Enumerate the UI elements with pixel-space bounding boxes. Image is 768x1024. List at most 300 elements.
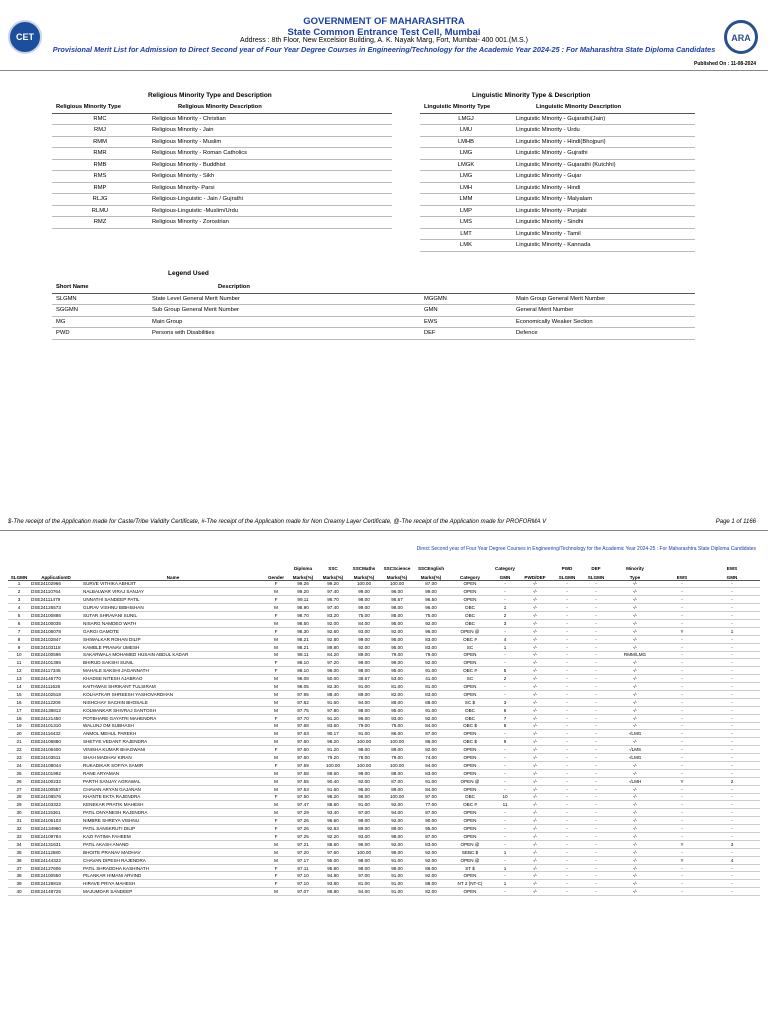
merit-cell: DSE24108880 xyxy=(30,738,82,746)
merit-subtitle: Direct Second year of Four Year Degree Courses in Engineering/Technology for the Academic Year 2024-25 : For Maharashtra State Diploma Candidates xyxy=(416,546,756,552)
merit-cell: 88.00 xyxy=(380,698,414,706)
merit-cell: - xyxy=(582,880,610,888)
merit-cell: - xyxy=(660,801,704,809)
merit-cell: SHIWALKAR ROHAN DILIP xyxy=(82,635,264,643)
merit-cell: - xyxy=(704,635,760,643)
merit-cell: PATIL AKASH ANAND xyxy=(82,840,264,848)
merit-row xyxy=(8,785,760,793)
merit-cell: -/- xyxy=(518,817,552,825)
merit-cell: DSE24148725 xyxy=(30,888,82,896)
merit-cell: 97.26 xyxy=(288,817,318,825)
merit-cell: - xyxy=(660,619,704,627)
merit-cell: M xyxy=(264,754,288,762)
merit-cell: OBC xyxy=(448,604,492,612)
merit-row xyxy=(8,651,760,659)
merit-row xyxy=(8,706,760,714)
merit-cell: OBC $ xyxy=(448,722,492,730)
merit-cell: - xyxy=(704,580,760,588)
merit-cell: - xyxy=(582,643,610,651)
merit-cell: -/- xyxy=(518,888,552,896)
merit-cell: - xyxy=(552,801,582,809)
merit-cell: - xyxy=(552,809,582,817)
merit-cell: 81.00 xyxy=(348,880,380,888)
merit-cell: - xyxy=(492,809,518,817)
merit-cell: - xyxy=(492,627,518,635)
merit-cell: 5 xyxy=(8,612,30,620)
merit-cell: OPEN xyxy=(448,825,492,833)
merit-cell: -/- xyxy=(518,706,552,714)
type-code: LMHB xyxy=(420,136,512,148)
merit-cell: 87.00 xyxy=(414,580,448,588)
merit-cell: - xyxy=(582,833,610,841)
footer-divider xyxy=(0,530,768,531)
merit-cell: - xyxy=(552,604,582,612)
merit-cell: 1 xyxy=(492,848,518,856)
merit-cell: - xyxy=(660,880,704,888)
merit-cell: GURAV VISHNU BIBHISHAN xyxy=(82,604,264,612)
merit-cell: 92.00 xyxy=(318,619,348,627)
merit-cell: - xyxy=(660,864,704,872)
merit-cell: NALBALWAR VIRAJ SANJAY xyxy=(82,588,264,596)
merit-row xyxy=(8,809,760,817)
type-code: RLMU xyxy=(52,205,148,217)
merit-cell: 99.00 xyxy=(348,769,380,777)
merit-row xyxy=(8,659,760,667)
legend-short-name: DEF xyxy=(420,328,512,340)
merit-row xyxy=(8,643,760,651)
merit-cell: - xyxy=(582,627,610,635)
merit-cell: -/- xyxy=(610,785,660,793)
merit-cell: 90.17 xyxy=(318,730,348,738)
merit-cell: -/- xyxy=(610,596,660,604)
merit-column-header: GMN xyxy=(704,571,760,580)
merit-cell: 94.00 xyxy=(348,888,380,896)
merit-cell: 97.47 xyxy=(288,801,318,809)
merit-column-header: GMN xyxy=(492,571,518,580)
type-description: Religious-Linguistic - Jain / Gujrathi xyxy=(148,194,392,206)
merit-cell: - xyxy=(704,675,760,683)
merit-cell: - xyxy=(552,659,582,667)
merit-cell: 89.00 xyxy=(348,825,380,833)
merit-column-header-top: SSCMaths xyxy=(352,566,376,571)
merit-cell: -/- xyxy=(610,706,660,714)
merit-cell: 97.60 xyxy=(288,746,318,754)
merit-cell: 92.00 xyxy=(380,627,414,635)
merit-cell: 79.00 xyxy=(414,651,448,659)
merit-cell: DSE24100035 xyxy=(30,619,82,627)
merit-cell: 35 xyxy=(8,848,30,856)
linguistic-minority-table xyxy=(420,102,695,252)
merit-cell: 15 xyxy=(8,690,30,698)
merit-cell: - xyxy=(552,675,582,683)
merit-cell: 2 xyxy=(8,588,30,596)
merit-cell: -/- xyxy=(518,777,552,785)
type-code: RMC xyxy=(52,113,148,125)
merit-cell: 18 xyxy=(8,714,30,722)
merit-cell: F xyxy=(264,659,288,667)
merit-cell: - xyxy=(704,643,760,651)
merit-cell: KAMBLE PRANAV UMESH xyxy=(82,643,264,651)
merit-cell: -/- xyxy=(610,619,660,627)
merit-cell: - xyxy=(552,856,582,864)
merit-cell: - xyxy=(704,651,760,659)
merit-cell: - xyxy=(582,864,610,872)
merit-cell: F xyxy=(264,793,288,801)
merit-cell: 39 xyxy=(8,880,30,888)
merit-row xyxy=(8,801,760,809)
merit-cell: 92.00 xyxy=(380,801,414,809)
merit-cell: - xyxy=(704,698,760,706)
linguistic-minority-row xyxy=(420,148,695,160)
merit-cell: 23 xyxy=(8,754,30,762)
merit-cell: 98.08 xyxy=(288,675,318,683)
merit-cell: -/- xyxy=(610,643,660,651)
merit-cell: M xyxy=(264,651,288,659)
merit-cell: 22 xyxy=(8,746,30,754)
address: Address : 8th Floor, New Excelsior Building, A. K. Nayak Marg, Fort, Mumbai- 400 001.(M.S.) xyxy=(240,37,528,44)
religious-minority-table xyxy=(52,102,392,229)
merit-cell: -/- xyxy=(518,809,552,817)
type-description: Linguistic Minority - Punjabi xyxy=(512,205,695,217)
merit-cell: F xyxy=(264,580,288,588)
type-description: Linguistic Minority - Hindi xyxy=(512,182,695,194)
merit-cell: 96.00 xyxy=(348,793,380,801)
merit-cell: - xyxy=(492,840,518,848)
merit-cell: - xyxy=(704,848,760,856)
merit-cell: OPEN xyxy=(448,651,492,659)
merit-list-table xyxy=(8,562,760,896)
merit-cell: - xyxy=(552,825,582,833)
type-code: LMGK xyxy=(420,159,512,171)
merit-cell: 77.00 xyxy=(414,801,448,809)
merit-cell: 91.00 xyxy=(380,880,414,888)
merit-cell: - xyxy=(552,872,582,880)
merit-cell: 2 xyxy=(492,675,518,683)
religious-minority-row xyxy=(52,113,392,125)
merit-cell: OBC $ xyxy=(448,738,492,746)
merit-cell: - xyxy=(582,856,610,864)
merit-cell: OBC # xyxy=(448,801,492,809)
merit-cell: 79.20 xyxy=(318,754,348,762)
merit-cell: DSE24144322 xyxy=(30,856,82,864)
merit-cell: 92.00 xyxy=(414,856,448,864)
merit-cell: 97.40 xyxy=(318,604,348,612)
merit-row xyxy=(8,825,760,833)
merit-cell: -/- xyxy=(518,746,552,754)
merit-cell: 97.40 xyxy=(318,588,348,596)
merit-cell: -/- xyxy=(610,761,660,769)
merit-cell: 93.00 xyxy=(348,627,380,635)
merit-cell: - xyxy=(704,880,760,888)
merit-cell: 81.00 xyxy=(414,683,448,691)
merit-cell: 92.00 xyxy=(348,777,380,785)
type-description: Religious Minority - Christian xyxy=(148,113,392,125)
merit-cell: OPEN xyxy=(448,769,492,777)
merit-cell: 8 xyxy=(492,722,518,730)
merit-cell: - xyxy=(660,761,704,769)
merit-column-header-top: DEF xyxy=(591,566,601,571)
merit-cell: 6 xyxy=(492,706,518,714)
merit-cell: 88.00 xyxy=(414,698,448,706)
merit-cell: - xyxy=(552,888,582,896)
merit-column-header: Category xyxy=(448,571,492,580)
merit-cell: 9 xyxy=(8,643,30,651)
merit-column-header-top xyxy=(448,562,492,571)
merit-cell: 98.10 xyxy=(288,659,318,667)
merit-cell: -/- xyxy=(610,690,660,698)
type-description: Religious Minority - Muslim xyxy=(148,136,392,148)
merit-cell: - xyxy=(660,888,704,896)
legend-row xyxy=(52,316,695,328)
merit-cell: DSE24101365 xyxy=(30,659,82,667)
merit-cell: - xyxy=(660,604,704,612)
merit-cell: -/- xyxy=(610,698,660,706)
type-description: Religious Minority- Parsi xyxy=(148,182,392,194)
merit-cell: POTBHARE GAYATRI MAHENDRA xyxy=(82,714,264,722)
merit-cell: SHETYE VEDANT RAJENDRA xyxy=(82,738,264,746)
merit-cell: DSE24112580 xyxy=(30,848,82,856)
merit-cell: - xyxy=(704,588,760,596)
merit-cell: 84.00 xyxy=(414,722,448,730)
linguistic-minority-row xyxy=(420,217,695,229)
merit-cell: 100.00 xyxy=(348,580,380,588)
merit-cell: 88.40 xyxy=(318,690,348,698)
merit-cell: - xyxy=(552,619,582,627)
merit-cell: M xyxy=(264,690,288,698)
linguistic-minority-row xyxy=(420,240,695,252)
merit-cell: DSE24134960 xyxy=(30,825,82,833)
merit-cell: 97.60 xyxy=(318,848,348,856)
merit-cell: -/- xyxy=(518,643,552,651)
merit-cell: 92.80 xyxy=(318,635,348,643)
header-divider xyxy=(0,70,768,71)
merit-row xyxy=(8,730,760,738)
merit-cell: - xyxy=(660,683,704,691)
merit-cell: OPEN xyxy=(448,580,492,588)
merit-row xyxy=(8,714,760,722)
merit-column-header-top: Minority xyxy=(626,566,644,571)
merit-cell: -/- xyxy=(610,659,660,667)
merit-cell: M xyxy=(264,785,288,793)
merit-cell: - xyxy=(660,769,704,777)
religious-minority-row xyxy=(52,148,392,160)
merit-row xyxy=(8,580,760,588)
merit-header-row xyxy=(8,571,760,580)
merit-column-header: Gender xyxy=(264,571,288,580)
merit-cell: -/- xyxy=(518,769,552,777)
merit-cell: -/- xyxy=(610,635,660,643)
merit-row xyxy=(8,675,760,683)
legend-short-name: GMN xyxy=(420,305,512,317)
merit-cell: M xyxy=(264,809,288,817)
merit-cell: - xyxy=(552,627,582,635)
merit-cell: KOLWANKAR SHIVRAJ SANTOSH xyxy=(82,706,264,714)
merit-cell: -/- xyxy=(518,596,552,604)
merit-cell: 95.00 xyxy=(380,643,414,651)
merit-cell: 88.60 xyxy=(318,801,348,809)
merit-cell: - xyxy=(704,730,760,738)
merit-cell: SC $ xyxy=(448,698,492,706)
merit-cell: RANE ARYAMAN xyxy=(82,769,264,777)
merit-cell: F xyxy=(264,825,288,833)
merit-cell: -/- xyxy=(610,801,660,809)
merit-cell: 99.00 xyxy=(348,635,380,643)
merit-cell: -/- xyxy=(518,840,552,848)
merit-cell: WALUNJ OM SUBHASH xyxy=(82,722,264,730)
merit-cell: OPEN xyxy=(448,683,492,691)
merit-cell: OPEN xyxy=(448,785,492,793)
merit-cell: - xyxy=(704,801,760,809)
merit-cell: 1 xyxy=(492,864,518,872)
merit-cell: DSE24100596 xyxy=(30,651,82,659)
merit-row xyxy=(8,667,760,675)
merit-cell: -/- xyxy=(518,856,552,864)
merit-cell: 33 xyxy=(8,833,30,841)
linguistic-minority-row xyxy=(420,228,695,240)
merit-cell: 95.00 xyxy=(380,635,414,643)
merit-cell: 96.00 xyxy=(380,864,414,872)
merit-cell: - xyxy=(552,880,582,888)
merit-cell: M xyxy=(264,888,288,896)
merit-cell: - xyxy=(552,722,582,730)
merit-cell: -/- xyxy=(518,651,552,659)
merit-cell: 97.95 xyxy=(288,690,318,698)
merit-column-header: EWS xyxy=(660,571,704,580)
merit-cell: - xyxy=(660,690,704,698)
merit-cell: - xyxy=(660,848,704,856)
merit-cell: - xyxy=(552,667,582,675)
merit-cell: - xyxy=(552,864,582,872)
merit-cell: 11 xyxy=(8,659,30,667)
merit-cell: 91.00 xyxy=(414,706,448,714)
type-code: LMG xyxy=(420,171,512,183)
linguistic-section-title: Linguistic Minority Type & Description xyxy=(472,92,591,99)
merit-cell: 97.58 xyxy=(288,769,318,777)
merit-column-header: SLGMN xyxy=(552,571,582,580)
merit-cell: - xyxy=(552,777,582,785)
merit-cell: - xyxy=(492,754,518,762)
merit-cell: 95.67 xyxy=(380,596,414,604)
merit-cell: M xyxy=(264,856,288,864)
merit-column-header: PWD/DEF xyxy=(518,571,552,580)
type-code: RMS xyxy=(52,171,148,183)
merit-cell: OPEN xyxy=(448,754,492,762)
merit-row xyxy=(8,793,760,801)
merit-cell: 100.00 xyxy=(380,793,414,801)
merit-cell: 41.00 xyxy=(414,675,448,683)
merit-cell: -/- xyxy=(518,635,552,643)
merit-cell: - xyxy=(492,596,518,604)
merit-row xyxy=(8,619,760,627)
merit-cell: 38.67 xyxy=(348,675,380,683)
merit-row xyxy=(8,761,760,769)
merit-row xyxy=(8,777,760,785)
merit-cell: DSE24117345 xyxy=(30,667,82,675)
merit-cell: - xyxy=(552,817,582,825)
merit-cell: -/- xyxy=(610,612,660,620)
merit-cell: - xyxy=(660,738,704,746)
merit-cell: DSE24138812 xyxy=(30,706,82,714)
merit-cell: SC xyxy=(448,643,492,651)
merit-cell: 92.00 xyxy=(348,643,380,651)
merit-column-header-top: Category xyxy=(495,566,515,571)
merit-cell: - xyxy=(492,817,518,825)
religious-minority-row xyxy=(52,205,392,217)
merit-cell: -/- xyxy=(518,627,552,635)
merit-cell: - xyxy=(492,888,518,896)
merit-row xyxy=(8,596,760,604)
merit-cell: 82.00 xyxy=(380,690,414,698)
merit-cell: - xyxy=(552,580,582,588)
merit-cell: DSE24121450 xyxy=(30,714,82,722)
merit-row xyxy=(8,683,760,691)
merit-cell: 95.80 xyxy=(318,864,348,872)
merit-cell: - xyxy=(582,761,610,769)
legend-short-name: SLGMN xyxy=(52,293,148,305)
merit-cell: - xyxy=(552,793,582,801)
merit-column-header-top xyxy=(660,562,704,571)
merit-cell: - xyxy=(704,761,760,769)
merit-cell: - xyxy=(660,643,704,651)
merit-cell: OPEN xyxy=(448,833,492,841)
merit-cell: SEBC $ xyxy=(448,848,492,856)
merit-cell: - xyxy=(704,754,760,762)
merit-cell: 92.00 xyxy=(414,714,448,722)
merit-cell: CHAVAN DIPESH RAJENDRA xyxy=(82,856,264,864)
merit-cell: 94.00 xyxy=(380,809,414,817)
merit-cell: 10 xyxy=(8,651,30,659)
merit-cell: 11 xyxy=(492,801,518,809)
merit-cell: - xyxy=(660,817,704,825)
merit-cell: 14 xyxy=(8,683,30,691)
type-code: RMM xyxy=(52,136,148,148)
religious-minority-row xyxy=(52,182,392,194)
merit-cell: DSE24127606 xyxy=(30,864,82,872)
merit-cell: 98.50 xyxy=(288,619,318,627)
merit-cell: ST $ xyxy=(448,864,492,872)
merit-cell: 98.00 xyxy=(348,667,380,675)
merit-cell: 93.40 xyxy=(318,809,348,817)
merit-cell: - xyxy=(582,580,610,588)
merit-cell: OBC xyxy=(448,619,492,627)
merit-cell: - xyxy=(582,722,610,730)
merit-cell: 97.00 xyxy=(348,872,380,880)
merit-cell: 100.00 xyxy=(348,738,380,746)
merit-cell: 91.60 xyxy=(318,698,348,706)
footnote: $-The receipt of the Application made for Caste/Tribe Validity Certificate, #-The receipt of the Application made for Non Creamy Layer Certificate, @-The receipt of the Application made for PROFORMA V xyxy=(8,519,547,525)
merit-cell: - xyxy=(582,667,610,675)
merit-column-header-top xyxy=(30,562,82,571)
merit-cell: 98.00 xyxy=(380,833,414,841)
merit-cell: - xyxy=(660,667,704,675)
merit-cell: 100.00 xyxy=(380,580,414,588)
merit-row xyxy=(8,888,760,896)
merit-cell: 84.20 xyxy=(318,651,348,659)
merit-cell: 82.00 xyxy=(414,888,448,896)
merit-cell: NT 2 (NT-C) xyxy=(448,880,492,888)
merit-cell: 90.40 xyxy=(318,777,348,785)
merit-cell: 97.10 xyxy=(288,880,318,888)
merit-cell: 99.20 xyxy=(318,580,348,588)
merit-cell: M xyxy=(264,604,288,612)
type-code: RMR xyxy=(52,148,148,160)
merit-cell: 37 xyxy=(8,864,30,872)
merit-cell: CHAVAN ARYAN GAJANAN xyxy=(82,785,264,793)
type-code: LMK xyxy=(420,240,512,252)
merit-cell: PILANKAR HIMANI ARVIND xyxy=(82,872,264,880)
merit-cell: OBC xyxy=(448,793,492,801)
type-description: Linguistic Minority - Gujrathi xyxy=(512,148,695,160)
